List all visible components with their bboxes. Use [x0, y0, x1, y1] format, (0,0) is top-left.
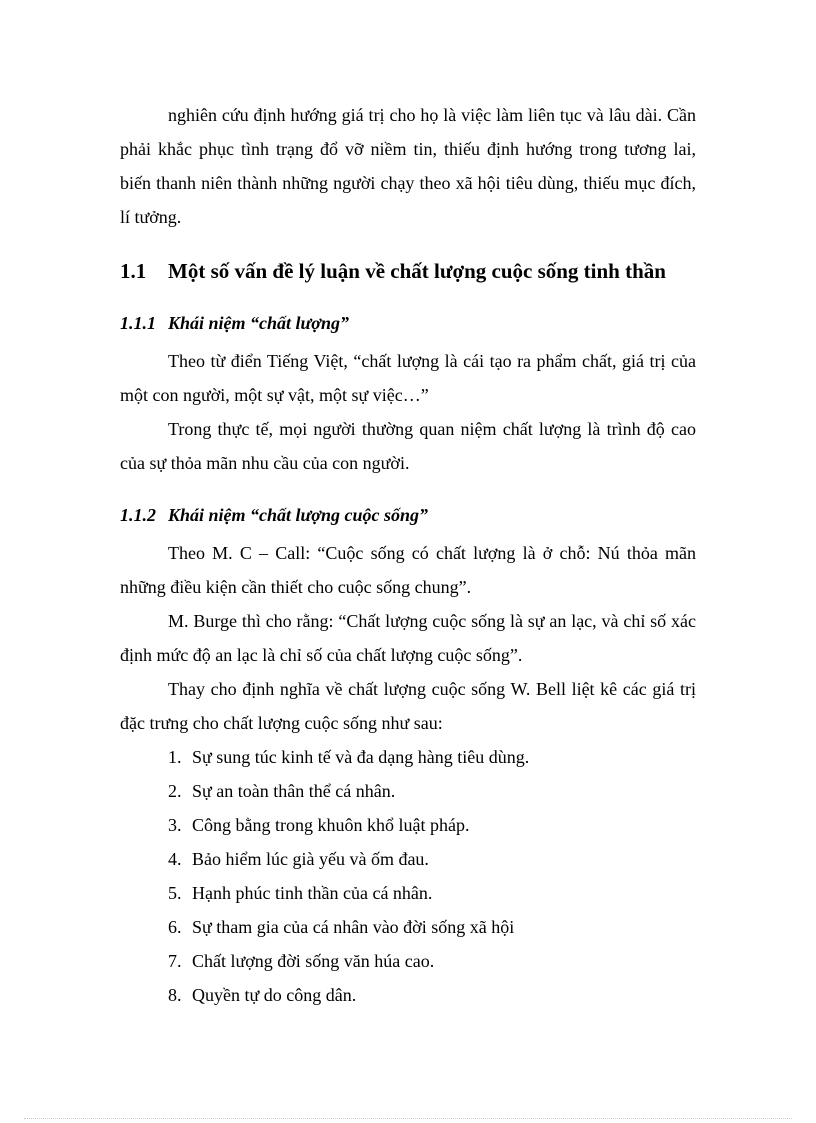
page-content	[120, 98, 696, 1012]
section-number: 1.1.1	[120, 313, 156, 333]
body-paragraph: Theo M. C – Call: “Cuộc sống có chất lượng là ở chỗ: Nú thỏa mãn những điều kiện cần thiết cho cuộc sống chung”.	[120, 543, 696, 597]
list-item	[168, 808, 696, 842]
list-item	[168, 910, 696, 944]
section-number: 1.1	[120, 259, 147, 283]
list-item	[168, 978, 696, 1012]
list-item	[168, 774, 696, 808]
list-item	[168, 876, 696, 910]
section-heading-1-1-1	[120, 306, 696, 340]
list-item	[168, 944, 696, 978]
body-paragraph: Theo từ điển Tiếng Việt, “chất lượng là cái tạo ra phẩm chất, giá trị của một con người, một sự vật, một sự việc…”	[120, 351, 696, 405]
list-number: 3.	[168, 815, 182, 835]
list-number: 7.	[168, 951, 182, 971]
list-text: Chất lượng đời sống văn húa cao.	[192, 951, 435, 971]
page-bottom-divider	[24, 1118, 792, 1119]
list-item	[168, 740, 696, 774]
quality-of-life-values-list	[120, 740, 696, 1012]
section-heading-1-1-2	[120, 498, 696, 532]
section-title: Một số vấn đề lý luận về chất lượng cuộc sống tinh thần	[168, 259, 666, 283]
list-number: 2.	[168, 781, 182, 801]
list-number: 4.	[168, 849, 182, 869]
list-item	[168, 842, 696, 876]
list-text: Quyền tự do công dân.	[192, 985, 357, 1005]
section-title: Khái niệm “chất lượng cuộc sống”	[168, 505, 428, 525]
list-text: Bảo hiểm lúc già yếu và ốm đau.	[192, 849, 429, 869]
list-number: 5.	[168, 883, 182, 903]
list-text: Sự sung túc kinh tế và đa dạng hàng tiêu dùng.	[192, 747, 530, 767]
section-title: Khái niệm “chất lượng”	[168, 313, 349, 333]
intro-paragraph: nghiên cứu định hướng giá trị cho họ là việc làm liên tục và lâu dài. Cần phải khắc phục tình trạng đổ vỡ niềm tin, thiếu định hướng trong tương lai, biến thanh niên thành những người chạy theo xã hội tiêu dùng, thiếu mục đích, lí tưởng.	[120, 105, 696, 227]
list-text: Sự tham gia của cá nhân vào đời sống xã hội	[192, 917, 515, 937]
body-paragraph: Trong thực tế, mọi người thường quan niệm chất lượng là trình độ cao của sự thỏa mãn nhu cầu của con người.	[120, 419, 696, 473]
list-text: Sự an toàn thân thể cá nhân.	[192, 781, 396, 801]
list-text: Công bằng trong khuôn khổ luật pháp.	[192, 815, 470, 835]
section-number: 1.1.2	[120, 505, 156, 525]
body-paragraph: Thay cho định nghĩa về chất lượng cuộc sống W. Bell liệt kê các giá trị đặc trưng cho chất lượng cuộc sống như sau:	[120, 679, 696, 733]
list-number: 1.	[168, 747, 182, 767]
body-paragraph: M. Burge thì cho rằng: “Chất lượng cuộc sống là sự an lạc, và chỉ số xác định mức độ an lạc là chỉ số của chất lượng cuộc sống”.	[120, 611, 696, 665]
list-text: Hạnh phúc tinh thần của cá nhân.	[192, 883, 433, 903]
section-heading-1-1	[120, 254, 696, 288]
list-number: 8.	[168, 985, 182, 1005]
list-number: 6.	[168, 917, 182, 937]
